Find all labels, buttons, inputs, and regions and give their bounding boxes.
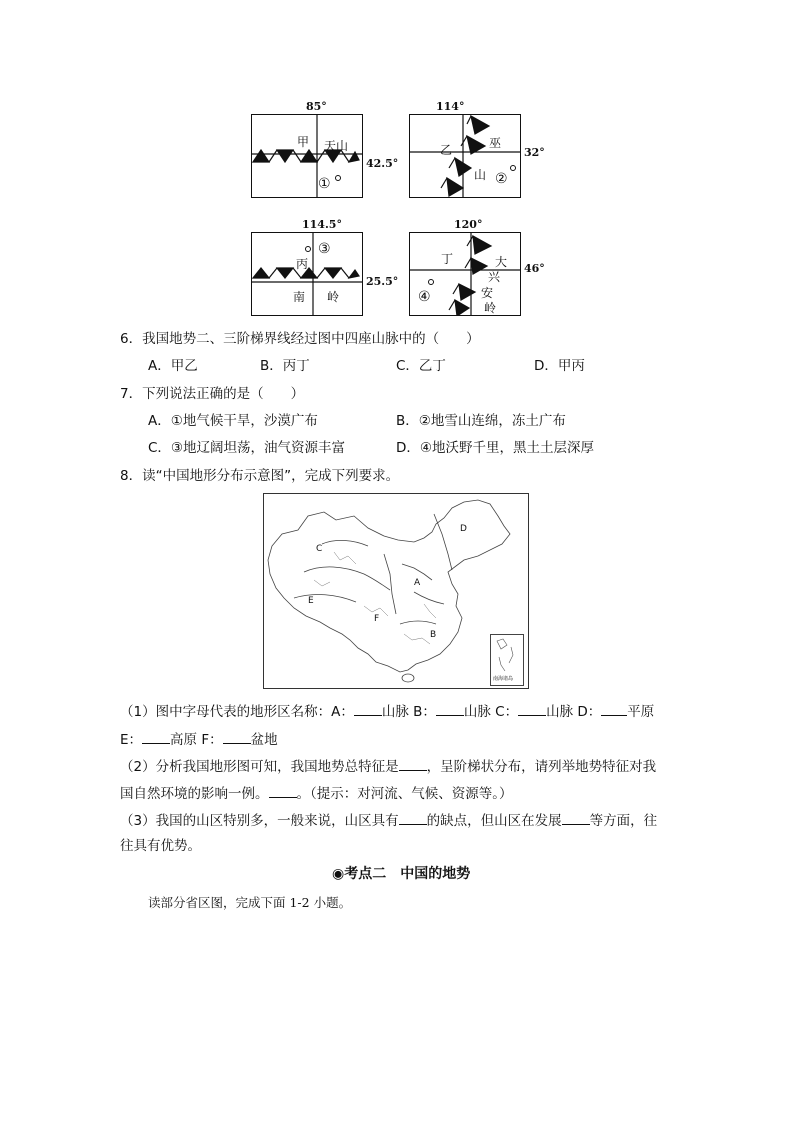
inset-label: 南海诸岛 [493, 676, 514, 682]
q6-option-b: B．丙丁 [260, 358, 310, 374]
china-terrain-map [263, 493, 529, 689]
q8-part1-line2 [120, 729, 278, 749]
q8-p2-text-b: ，呈阶梯状分布，请列举地势特征对我 [426, 759, 657, 775]
answer-blank-f[interactable] [223, 729, 251, 744]
map-letter-d: D [460, 524, 467, 534]
answer-blank-a[interactable] [354, 701, 382, 716]
q8-part2-line2 [120, 783, 513, 803]
q7-option-d: D．④地沃野千里，黑土土层深厚 [396, 440, 594, 456]
q8-p1-text-c: 山脉 C： [463, 704, 519, 720]
q8-p1-text-f: E： [120, 732, 143, 748]
china-outline-map [264, 494, 528, 688]
longitude-label: 120° [454, 218, 483, 231]
q8-p2-text-a: （2）分析我国地形图可知，我国地势总特征是 [120, 759, 399, 775]
question-7-stem: 7．下列说法正确的是（ ） [120, 386, 305, 402]
marker-1: ① [318, 176, 331, 192]
label-yi: 乙 [440, 143, 453, 157]
answer-blank-e[interactable] [142, 729, 170, 744]
map-letter-b: B [430, 630, 437, 640]
label-da: 大 [495, 255, 508, 269]
point-dot [335, 175, 341, 181]
map-letter-c: C [316, 544, 323, 554]
question-6-stem: 6．我国地势二、三阶梯界线经过图中四座山脉中的（ ） [120, 331, 480, 347]
label-wu: 巫 [489, 136, 502, 150]
latitude-label: 32° [524, 146, 545, 159]
marker-4: ④ [418, 289, 431, 305]
q8-part2-line1 [120, 756, 656, 776]
label-shan: 山 [474, 168, 487, 182]
q8-p1-text-d: 山脉 D： [546, 704, 602, 720]
q8-p1-text-a: （1）图中字母代表的地形区名称：A： [120, 704, 354, 720]
answer-blank-i[interactable] [399, 810, 427, 825]
nanling-mountain-symbol [251, 232, 363, 316]
map-letter-a: A [414, 578, 421, 588]
q8-part3-line2: 往具有优势。 [120, 838, 201, 854]
label-nan: 南 [293, 290, 306, 304]
label-ling2: 岭 [484, 301, 497, 315]
intro-text: 读部分省区图，完成下面 1-2 小题。 [148, 895, 352, 910]
longitude-label: 114.5° [302, 218, 342, 231]
section-title: ◉考点二 中国的地势 [332, 866, 471, 882]
question-8-stem: 8．读“中国地形分布示意图”，完成下列要求。 [120, 468, 400, 484]
latitude-label: 46° [524, 262, 545, 275]
answer-blank-d[interactable] [601, 701, 627, 716]
label-xing: 兴 [488, 270, 501, 284]
point-dot [510, 165, 516, 171]
q8-p3-text-c: 等方面，往 [589, 813, 658, 829]
q8-p1-text-g: 高原 F： [170, 732, 223, 748]
longitude-label: 85° [306, 100, 327, 113]
q7-option-a: A．①地气候干旱，沙漠广布 [148, 413, 318, 429]
q8-p3-text-b: 的缺点，但山区在发展 [426, 813, 562, 829]
answer-blank-h[interactable] [269, 783, 297, 798]
latitude-label: 42.5° [366, 157, 399, 170]
latitude-label: 25.5° [366, 275, 399, 288]
q8-p2-text-c: 国自然环境的影响一例。 [120, 786, 269, 802]
q8-p1-text-b: 山脉 B： [381, 704, 436, 720]
answer-blank-j[interactable] [562, 810, 590, 825]
q6-option-a: A．甲乙 [148, 358, 198, 374]
answer-blank-b[interactable] [436, 701, 464, 716]
q8-part1-line1 [120, 701, 654, 721]
q8-p1-text-e: 平原 [627, 704, 655, 720]
map-letter-f: F [374, 614, 380, 624]
label-ling: 岭 [327, 290, 340, 304]
q6-option-c: C．乙丁 [396, 358, 446, 374]
inset-islands [491, 635, 523, 675]
point-dot [428, 279, 434, 285]
q8-p2-text-d: 。（提示：对河流、气候、资源等。） [296, 786, 513, 802]
answer-blank-g[interactable] [399, 756, 427, 771]
label-tianshan: 天山 [324, 139, 349, 153]
tianshan-mountain-symbol [251, 114, 363, 198]
q6-option-d: D．甲丙 [534, 358, 585, 374]
q8-part3-line1 [120, 810, 657, 830]
answer-blank-c[interactable] [518, 701, 546, 716]
south-china-sea-inset [490, 634, 524, 686]
q7-option-c: C．③地辽阔坦荡，油气资源丰富 [148, 440, 346, 456]
q8-p1-text-h: 盆地 [250, 732, 278, 748]
q7-option-b: B．②地雪山连绵，冻土广布 [396, 413, 566, 429]
label-ding: 丁 [441, 252, 454, 266]
longitude-label: 114° [436, 100, 465, 113]
label-an: 安 [481, 286, 494, 300]
label-bing: 丙 [296, 257, 309, 271]
marker-3: ③ [318, 241, 331, 257]
q8-p3-text-a: （3）我国的山区特别多，一般来说，山区具有 [120, 813, 399, 829]
marker-2: ② [495, 171, 508, 187]
point-dot [305, 246, 311, 252]
label-jia: 甲 [297, 135, 310, 149]
map-letter-e: E [308, 596, 314, 606]
